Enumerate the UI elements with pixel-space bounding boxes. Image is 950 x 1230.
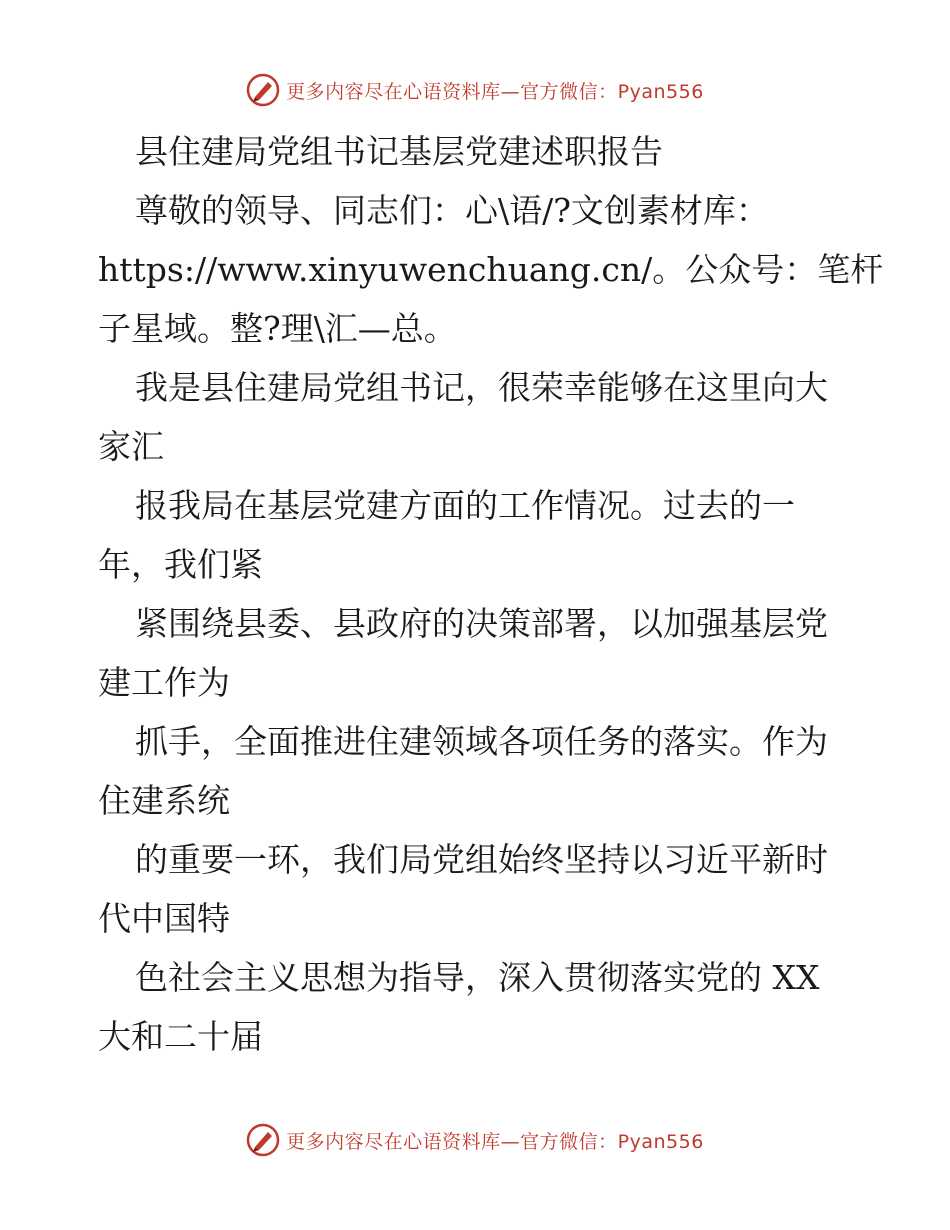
document-line: 建工作为 (98, 663, 230, 702)
document-line: 的重要一环，我们局党组始终坚持以习近平新时 (135, 840, 828, 879)
document-line: 代中国特 (98, 899, 230, 938)
document-line: 县住建局党组书记基层党建述职报告 (135, 132, 663, 171)
banner-text: 更多内容尽在心语资料库—官方微信：Pyan556 (286, 1130, 704, 1153)
document-line: 抓手，全面推进住建领域各项任务的落实。作为 (135, 722, 828, 761)
document-line: https://www.xinyuwenchuang.cn/。公众号：笔杆 (98, 250, 884, 289)
document-line: 报我局在基层党建方面的工作情况。过去的一 (135, 486, 795, 525)
pen-logo-icon (246, 73, 280, 107)
document-line: 我是县住建局党组书记，很荣幸能够在这里向大 (135, 368, 828, 407)
document-line: 子星域。整?理\汇—总。 (98, 309, 457, 348)
document-body (98, 122, 884, 1066)
document-line: 紧围绕县委、县政府的决策部署，以加强基层党 (135, 604, 828, 643)
document-line: 年，我们紧 (98, 545, 263, 584)
header-banner (0, 70, 950, 110)
banner-text: 更多内容尽在心语资料库—官方微信：Pyan556 (286, 80, 704, 103)
document-line: 尊敬的领导、同志们：心\语/?文创素材库： (135, 191, 769, 230)
document-line: 家汇 (98, 427, 164, 466)
document-line: 色社会主义思想为指导，深入贯彻落实党的 XX (135, 958, 820, 997)
document-line: 大和二十届 (98, 1017, 263, 1056)
document-line: 住建系统 (98, 781, 230, 820)
footer-banner (0, 1120, 950, 1160)
pen-logo-icon (246, 1123, 280, 1157)
